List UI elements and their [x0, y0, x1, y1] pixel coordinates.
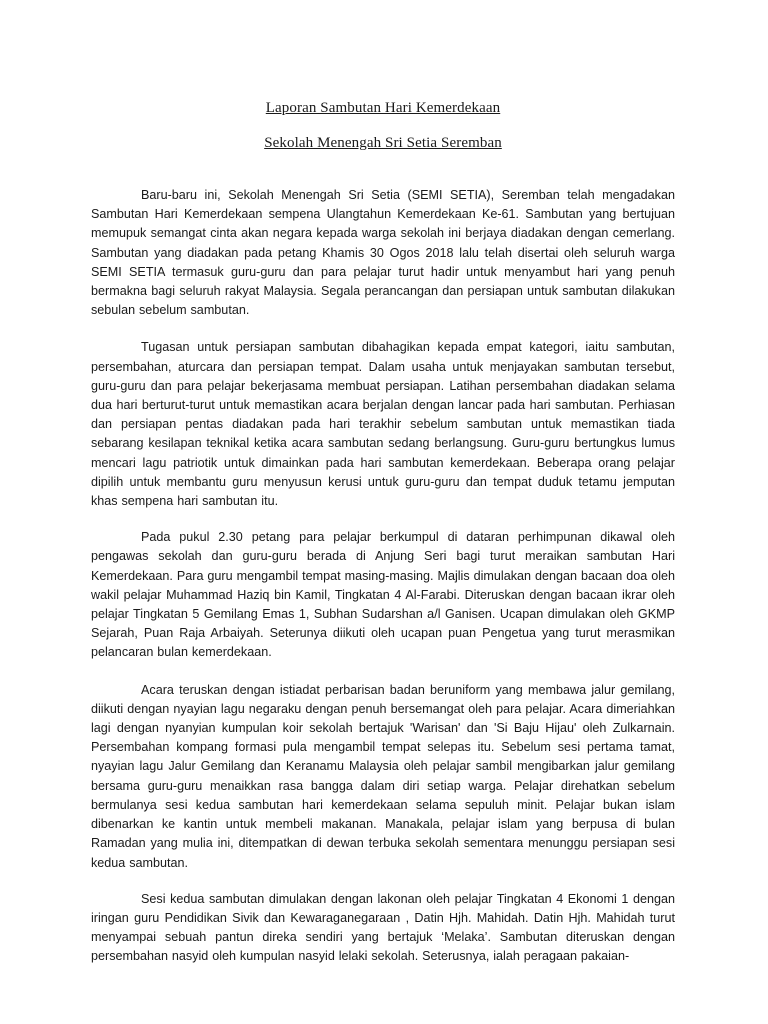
- paragraph-1: Baru-baru ini, Sekolah Menengah Sri Setia (SEMI SETIA), Seremban telah mengadakan Sambutan Hari Kemerdekaan sempena Ulangtahun Kemerdekaan Ke-61. Sambutan yang bertujuan memupuk semangat cinta akan negara kepada warga sekolah ini berjaya diadakan dengan cemerlang. Sambutan yang diadakan pada petang Khamis 30 Ogos 2018 lalu telah disertai oleh seluruh warga SEMI SETIA termasuk guru-guru dan para pelajar turut hadir untuk menyambut hari yang penuh bermakna bagi seluruh rakyat Malaysia. Segala perancangan dan persiapan untuk sambutan dilakukan sebulan sebelum sambutan.: [91, 188, 675, 318]
- paragraph-4: Acara teruskan dengan istiadat perbarisan badan beruniform yang membawa jalur gemilang, diikuti dengan nyayian lagu negaraku dengan penuh bersemangat oleh para pelajar. Acara dimeriahkan lagi dengan nyanyian kumpulan koir sekolah bertajuk 'Warisan' dan 'Si Baju Hijau' oleh Zulkarnain. Persembahan kompang formasi pula mengambil tempat selepas itu. Sebelum sesi pertama tamat, nyayian lagu Jalur Gemilang dan Keranamu Malaysia oleh pelajar sambil mengibarkan jalur gemilang bersama guru-guru menaikkan rasa bangga dalam diri setiap warga. Pelajar direhatkan sebelum bermulanya sesi kedua sambutan hari kemerdekaan selama sepuluh minit. Pelajar bukan islam dibenarkan ke kantin untuk membeli makanan. Manakala, pelajar islam yang berpusa di bulan Ramadan yang mulia ini, ditempatkan di dewan terbuka sekolah sementara menunggu persiapan sesi kedua sambutan.: [91, 682, 675, 870]
- document-page: [91, 98, 675, 967]
- paragraph-5: Sesi kedua sambutan dimulakan dengan lakonan oleh pelajar Tingkatan 4 Ekonomi 1 dengan iringan guru Pendidikan Sivik dan Kewaraganegaraan , Datin Hjh. Mahidah. Datin Hjh. Mahidah turut menyampai sebuah pantun direka sendiri yang bertajuk ‘Melaka’. Sambutan diteruskan dengan persembahan nasyid oleh kumpulan nasyid lelaki sekolah. Seterusnya, ialah peragaan pakaian-: [91, 891, 675, 964]
- paragraph-2: Tugasan untuk persiapan sambutan dibahagikan kepada empat kategori, iaitu sambutan, persembahan, aturcara dan persiapan tempat. Dalam usaha untuk menjayakan sambutan tersebut, guru-guru dan para pelajar bekerjasama membuat persiapan. Latihan persembahan diadakan selama dua hari berturut-turut untuk memastikan acara berjalan dengan lancar pada hari sambutan. Perhiasan dan persiapan pentas diadakan pada hari terakhir sebelum sambutan untuk memastikan tiada sebarang kesilapan teknikal ketika acara sambutan sedang berlangsung. Guru-guru bertungkus lumus mencari lagu patriotik untuk dimainkan pada hari sambutan kemerdekaan. Beberapa orang pelajar dipilih untuk membantu guru menyusun kerusi untuk guru-guru dan tempat duduk tetamu jemputan khas sempena hari sambutan itu.: [91, 340, 675, 509]
- school-name-title: Sekolah Menengah Sri Setia Seremban: [264, 135, 502, 151]
- report-title: Laporan Sambutan Hari Kemerdekaan: [265, 100, 501, 116]
- paragraph-3: Pada pukul 2.30 petang para pelajar berkumpul di dataran perhimpunan dikawal oleh pengawas sekolah dan guru-guru berada di Anjung Seri bagi turut meraikan sambutan Hari Kemerdekaan. Para guru mengambil tempat masing-masing. Majlis dimulakan dengan bacaan doa oleh wakil pelajar Muhammad Haziq bin Kamil, Tingkatan 4 Al-Farabi. Diteruskan dengan bacaan ikrar oleh pelajar Tingkatan 5 Gemilang Emas 1, Subhan Sudarshan a/l Ganisen. Ucapan dimulakan oleh GKMP Sejarah, Puan Raja Arbaiyah. Seterunya diikuti oleh ucapan puan Pengetua yang turut merasmikan pelancaran bulan kemerdekaan.: [91, 530, 675, 660]
